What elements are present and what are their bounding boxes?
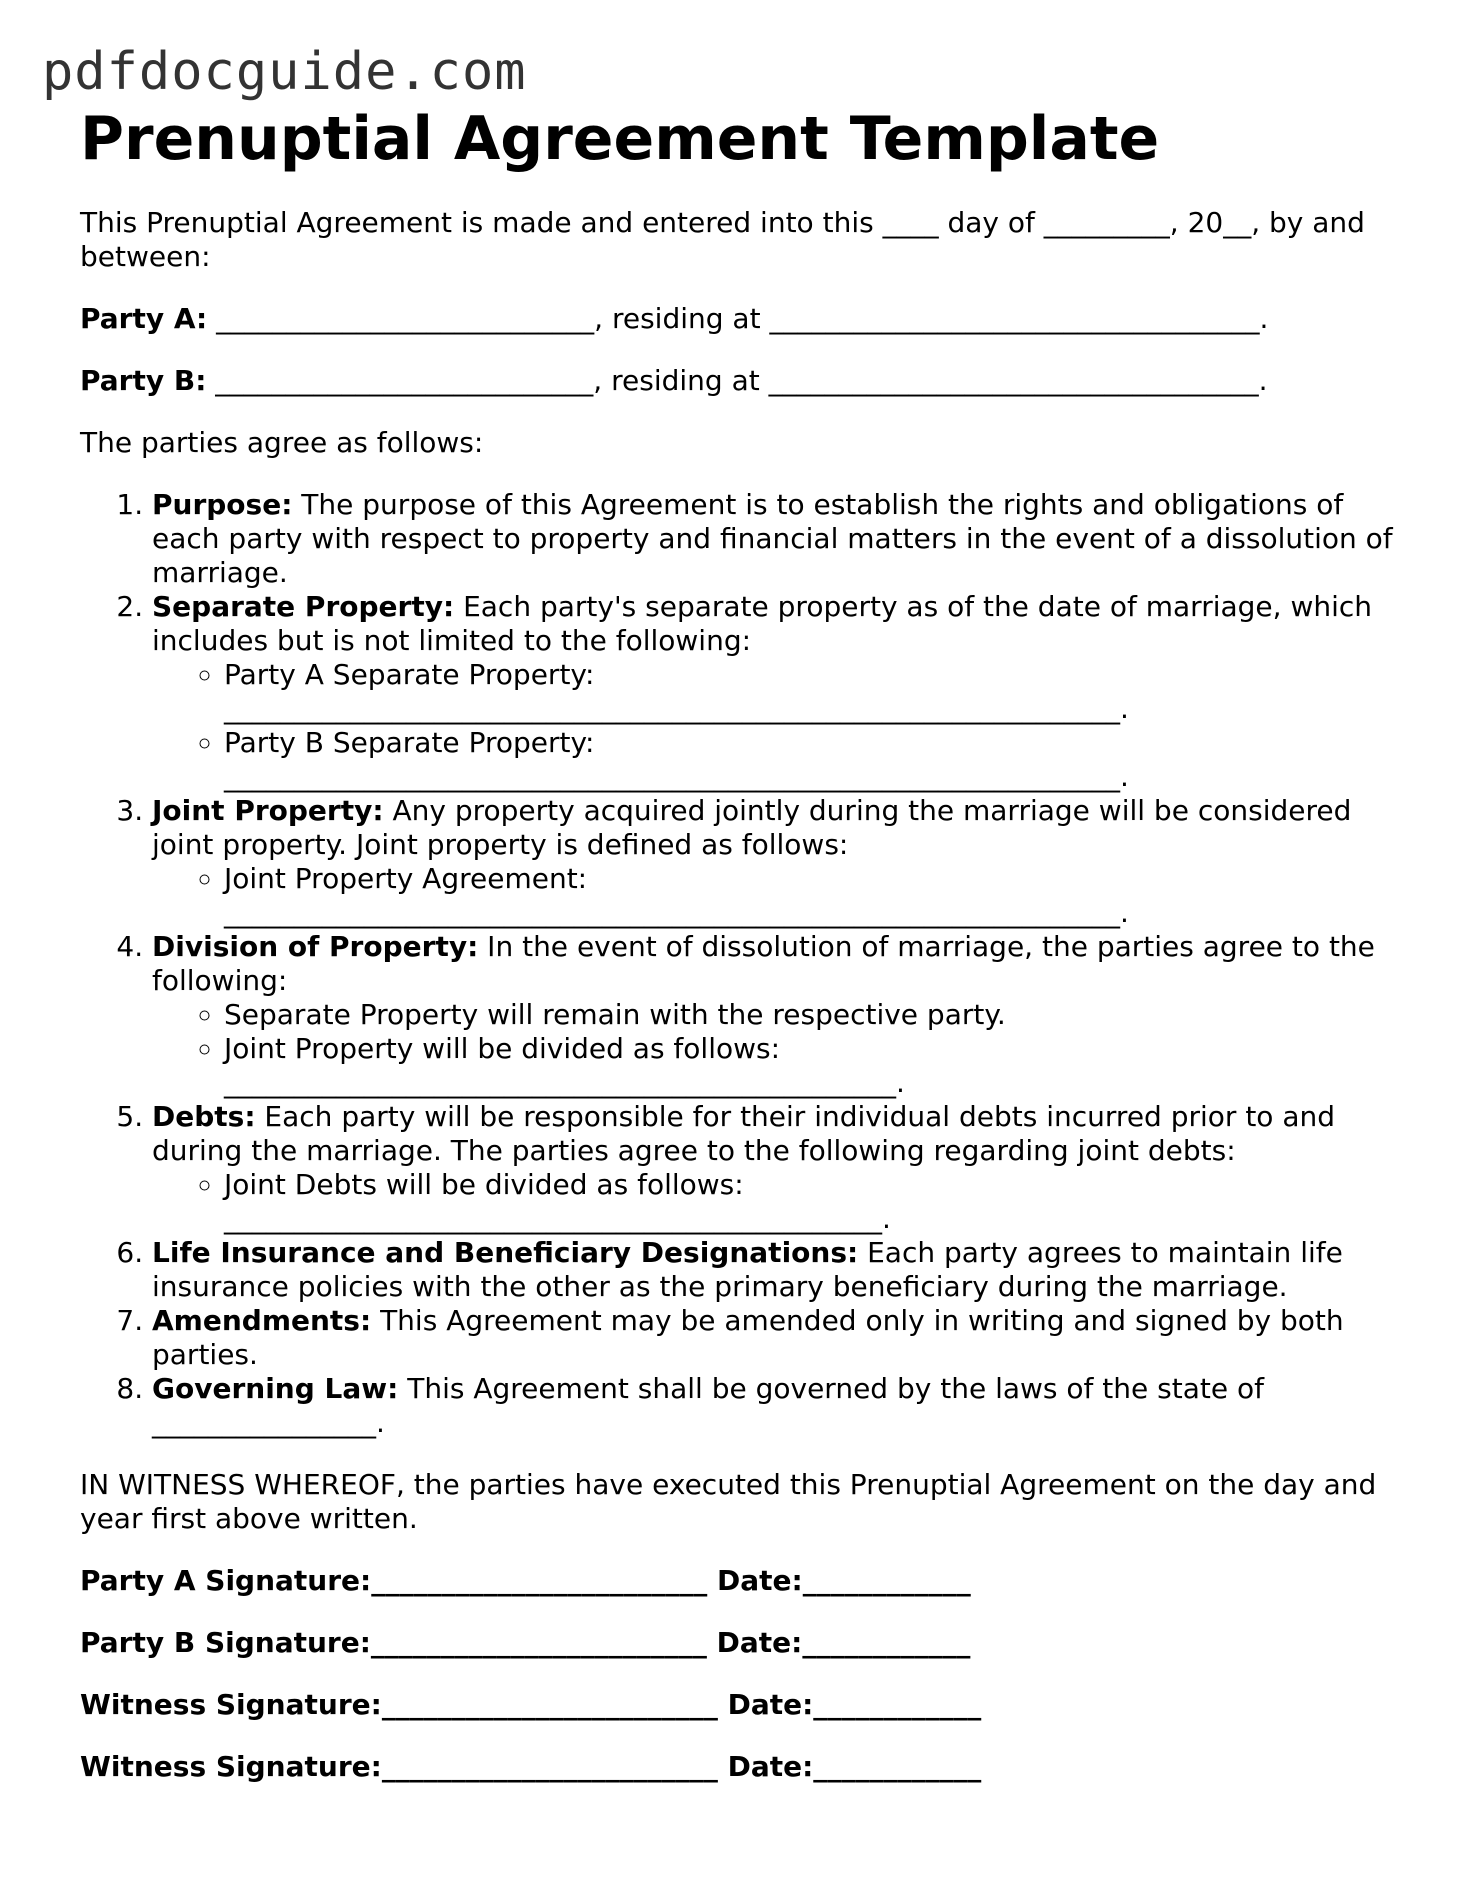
- date-label: Date:____________: [717, 1688, 982, 1721]
- sub-list: [152, 1168, 1400, 1236]
- sub-item: [224, 998, 1400, 1032]
- site-watermark: pdfdocguide.com: [42, 42, 527, 102]
- sub-item: [224, 862, 1400, 930]
- sub-item: [224, 1168, 1400, 1236]
- clause-text: Any property acquired jointly during the marriage will be considered joint property. Joint property is defined as follows:: [152, 794, 1352, 861]
- date-label: Date:____________: [707, 1564, 971, 1597]
- page-title: Prenuptial Agreement Template: [80, 104, 1160, 174]
- date-label: Date:____________: [706, 1626, 971, 1659]
- sub-list: [152, 862, 1400, 930]
- sub-item-label: Party A Separate Property:: [224, 658, 595, 691]
- clause-text: The purpose of this Agreement is to establish the rights and obligations of each party with respect to property and financial matters in the event of a dissolution of marriage.: [152, 488, 1393, 589]
- sub-item: [224, 658, 1400, 726]
- sub-item-label: Joint Debts will be divided as follows:: [224, 1168, 744, 1201]
- signature-label: Witness Signature:________________________: [80, 1688, 718, 1721]
- clause-governing-law: [152, 1372, 1400, 1440]
- signature-label: Party B Signature:________________________: [80, 1626, 707, 1659]
- clause-text: This Agreement may be amended only in writing and signed by both parties.: [152, 1304, 1344, 1371]
- party-a-fields: ___________________________, residing at ___________________________________.: [207, 302, 1269, 335]
- clause-text: Each party agrees to maintain life insurance policies with the other as the primary beneficiary during the marriage.: [152, 1236, 1343, 1303]
- clause-title: Division of Property:: [152, 930, 479, 963]
- sub-item-label: Joint Property Agreement:: [224, 862, 588, 895]
- clause-purpose: [152, 488, 1400, 590]
- clause-joint-property: [152, 794, 1400, 930]
- signature-label: Party A Signature:________________________: [80, 1564, 708, 1597]
- sub-item-label: Joint Property will be divided as follows:: [224, 1032, 781, 1065]
- sub-item-label: Party B Separate Property:: [224, 726, 595, 759]
- signature-line-party-b: [80, 1626, 1400, 1660]
- document-body: [80, 104, 1400, 1784]
- clause-debts: [152, 1100, 1400, 1236]
- signature-line-party-a: [80, 1564, 1400, 1598]
- party-a-line: [80, 302, 1400, 336]
- clause-title: Purpose:: [152, 488, 293, 521]
- blank-field: ________________________________________________.: [224, 1066, 905, 1099]
- clause-title: Separate Property:: [152, 590, 455, 623]
- clause-title: Joint Property:: [152, 794, 384, 827]
- clause-division-of-property: [152, 930, 1400, 1100]
- sub-item-label: Separate Property will remain with the respective party.: [224, 998, 1006, 1031]
- clause-title: Life Insurance and Beneficiary Designations:: [152, 1236, 859, 1269]
- sub-list: [152, 658, 1400, 794]
- clause-text: Each party's separate property as of the date of marriage, which includes but is not limited to the following:: [152, 590, 1373, 657]
- party-b-fields: ___________________________, residing at ___________________________________.: [206, 364, 1268, 397]
- clause-title: Amendments:: [152, 1304, 372, 1337]
- blank-field: ________________________________________________________________.: [224, 760, 1129, 793]
- date-label: Date:____________: [717, 1750, 982, 1783]
- sub-item: [224, 1032, 1400, 1100]
- clause-title: Debts:: [152, 1100, 256, 1133]
- agree-statement: The parties agree as follows:: [80, 426, 484, 459]
- sub-item: [224, 726, 1400, 794]
- signature-line-witness-2: [80, 1750, 1400, 1784]
- party-b-line: [80, 364, 1400, 398]
- witness-statement: IN WITNESS WHEREOF, the parties have executed this Prenuptial Agreement on the day and year first above written.: [80, 1468, 1377, 1535]
- clause-text: In the event of dissolution of marriage, the parties agree to the following:: [152, 930, 1375, 997]
- signature-line-witness-1: [80, 1688, 1400, 1722]
- blank-field: _______________________________________________.: [224, 1202, 891, 1235]
- clause-text: This Agreement shall be governed by the laws of the state of ________________.: [152, 1372, 1264, 1439]
- blank-field: ________________________________________________________________.: [224, 692, 1129, 725]
- blank-field: ________________________________________________________________.: [224, 896, 1129, 929]
- clause-amendments: [152, 1304, 1400, 1372]
- clause-life-insurance: [152, 1236, 1400, 1304]
- clause-text: Each party will be responsible for their individual debts incurred prior to and during the marriage. The parties agree to the following regarding joint debts:: [152, 1100, 1336, 1167]
- clause-title: Governing Law:: [152, 1372, 399, 1405]
- signature-label: Witness Signature:________________________: [80, 1750, 718, 1783]
- intro-paragraph: This Prenuptial Agreement is made and entered into this ____ day of _________, 20__, by and between:: [80, 206, 1365, 273]
- sub-list: [152, 998, 1400, 1100]
- party-b-label: Party B:: [80, 364, 207, 397]
- party-a-label: Party A:: [80, 302, 208, 335]
- clause-separate-property: [152, 590, 1400, 794]
- clause-list: [80, 488, 1400, 1440]
